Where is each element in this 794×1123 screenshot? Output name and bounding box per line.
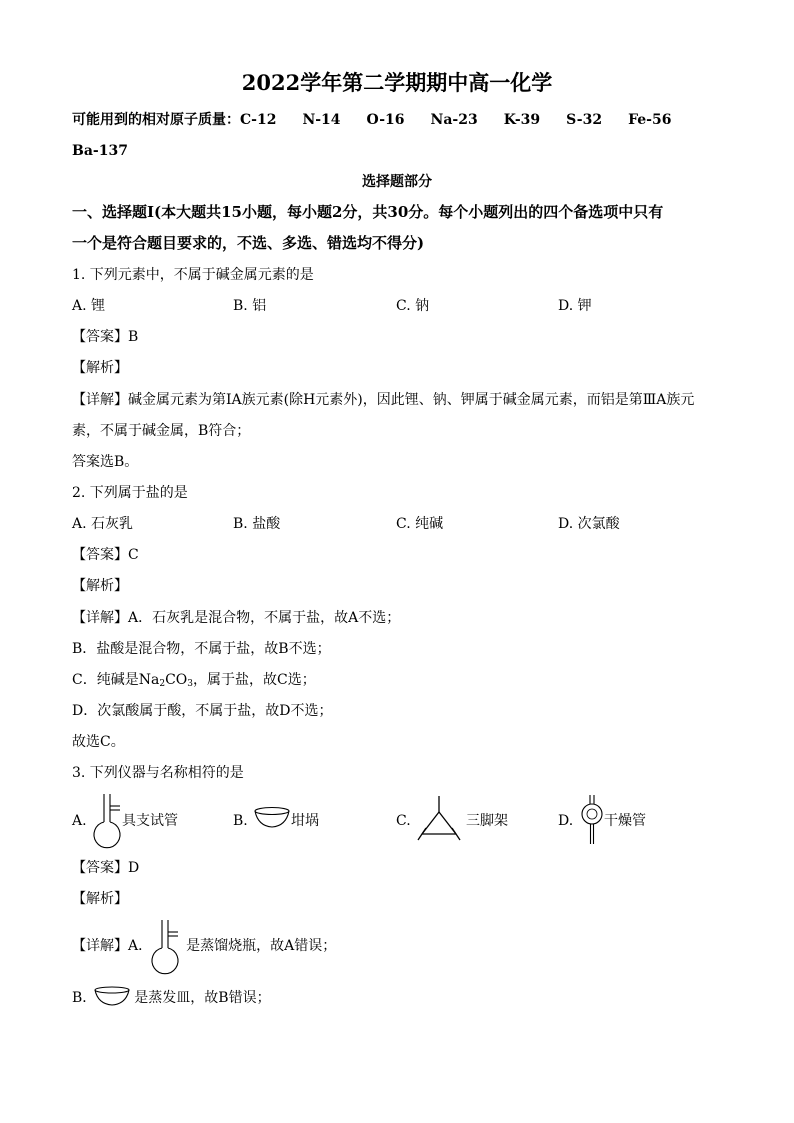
q3-option-c-name: 三脚架	[466, 813, 508, 829]
evaporating-dish-answer-icon	[94, 986, 130, 1008]
atomic-mass-item: S-32	[566, 112, 603, 128]
atomic-mass-item: Na-23	[430, 112, 478, 128]
evaporating-dish-icon	[254, 806, 290, 830]
q1-detail-line-1: 【详解】碱金属元素为第ⅠA族元素(除H元素外)，因此锂、钠、钾属于碱金属元素，而铝是第ⅢA族元	[72, 392, 695, 408]
q1-analysis: 【解析】	[72, 360, 128, 376]
q1-stem: 1. 下列元素中，不属于碱金属元素的是	[72, 267, 314, 283]
q3-detail-a-prefix: 【详解】A．	[72, 938, 153, 954]
q1-option-d: D. 钾	[558, 298, 592, 314]
q2-stem: 2. 下列属于盐的是	[72, 485, 188, 501]
q2-detail-c-suffix: ，属于盐，故C选；	[193, 672, 316, 688]
q2-answer: 【答案】C	[72, 547, 139, 563]
q3-option-d-letter: D.	[558, 813, 574, 829]
q1-detail-line-2: 素，不属于碱金属，B符合；	[72, 423, 251, 439]
q3-option-a-name: 具支试管	[122, 813, 178, 829]
atomic-mass-item: O-16	[366, 112, 405, 128]
q3-option-b-name: 坩埚	[291, 813, 319, 829]
instructions-line-1: 一、选择题Ⅰ(本大题共15小题，每小题2分，共30分。每个小题列出的四个备选项中只有	[72, 203, 664, 221]
q2-option-d: D. 次氯酸	[558, 516, 620, 532]
q3-detail-b-prefix: B．	[72, 990, 97, 1006]
formula-na: Na	[138, 672, 160, 688]
q3-detail-a	[72, 936, 336, 956]
atomic-mass-wrap-item: Ba-137	[72, 143, 128, 159]
atomic-mass-item: N-14	[302, 112, 341, 128]
q3-option-a-letter: A.	[72, 813, 87, 829]
branched-flask-icon	[92, 792, 124, 848]
q3-detail-b-suffix: 是蒸发皿，故B错误；	[134, 990, 271, 1006]
q2-option-a: A. 石灰乳	[72, 516, 134, 532]
q1-option-c: C. 钠	[396, 298, 430, 314]
q3-detail-a-suffix: 是蒸馏烧瓶，故A错误；	[186, 938, 337, 954]
formula-subscript: 3	[187, 679, 193, 689]
page-title: 2022学年第二学期期中高一化学	[241, 70, 553, 95]
q2-detail-a: 【详解】A．石灰乳是混合物，不属于盐，故A不选；	[72, 610, 401, 626]
section-title: 选择题部分	[362, 174, 432, 190]
drying-tube-icon	[578, 794, 606, 846]
formula-co: CO	[165, 672, 188, 688]
q2-detail-b: B．盐酸是混合物，不属于盐，故B不选；	[72, 641, 331, 657]
q2-detail-d: D．次氯酸属于酸，不属于盐，故D不选；	[72, 703, 333, 719]
atomic-mass-label: 可能用到的相对原子质量：	[72, 112, 240, 128]
q2-detail-c-prefix: C．纯碱是	[72, 672, 139, 688]
q2-option-b: B. 盐酸	[233, 516, 281, 532]
q2-analysis: 【解析】	[72, 578, 128, 594]
formula-subscript: 2	[159, 679, 166, 689]
atomic-mass-line	[72, 110, 697, 130]
instructions-line-2: 一个是符合题目要求的，不选、多选、错选均不得分)	[72, 234, 425, 252]
atomic-mass-item: K-39	[503, 112, 541, 128]
q3-option-b-letter: B.	[233, 813, 248, 829]
atomic-mass-item: C-12	[240, 112, 277, 128]
q1-answer: 【答案】B	[72, 329, 139, 345]
q2-option-c: C. 纯碱	[396, 516, 444, 532]
q1-option-a: A. 锂	[72, 298, 106, 314]
atomic-mass-item: Fe-56	[628, 112, 672, 128]
q3-answer: 【答案】D	[72, 860, 140, 876]
q3-option-c-letter: C.	[396, 813, 411, 829]
q1-option-b: B. 铝	[233, 298, 267, 314]
q3-analysis: 【解析】	[72, 891, 128, 907]
q3-stem: 3. 下列仪器与名称相符的是	[72, 765, 244, 781]
tripod-triangle-icon	[416, 794, 462, 844]
q1-conclusion: 答案选B。	[72, 454, 139, 470]
q2-detail-c	[72, 670, 316, 694]
q3-option-d-name: 干燥管	[604, 813, 646, 829]
q2-conclusion: 故选C。	[72, 734, 125, 750]
distillation-flask-icon	[150, 918, 182, 974]
